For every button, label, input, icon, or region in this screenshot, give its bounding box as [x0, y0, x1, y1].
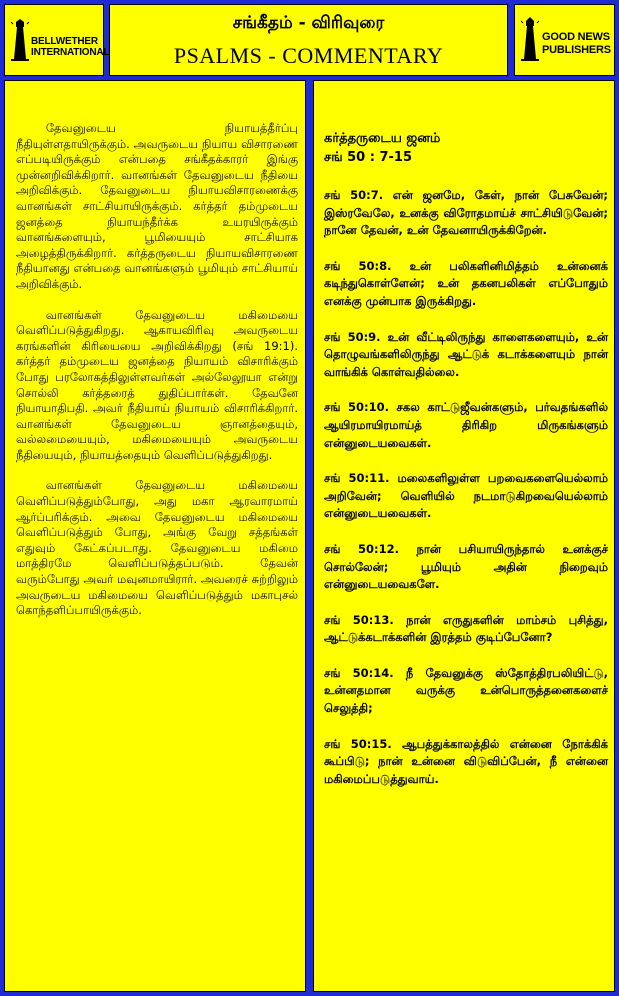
- page-title-english: PSALMS - COMMENTARY: [173, 43, 444, 68]
- good-news-logo: [521, 17, 611, 61]
- lighthouse-icon: [11, 19, 29, 61]
- verse-item: சங் 50:9. உன் வீட்டிலிருந்து காளைகளையும், உன் தொழுவங்களிலிருந்து ஆட்டுக் கடாக்களையும் நான் வாங்கிக் கொள்வதில்லை.: [324, 329, 608, 379]
- verse-item: சங் 50:10. சகல காட்டுஜீவன்களும், பர்வதங்களில் ஆயிரமாயிரமாய்த் திரிகிற மிருகங்களும் என்னுடையவைகள்.: [324, 400, 608, 450]
- commentary-text: [16, 121, 298, 634]
- verse-item: சங் 50:12. நான் பசியாயிருந்தால் உனக்குச் சொல்லேன்; பூமியும் அதின் நிறைவும் என்னுடையவைகளே.: [324, 541, 608, 592]
- commentary-column: [4, 80, 306, 992]
- logo-left-line1: BELLWETHER: [31, 36, 98, 47]
- logo-right-line1: GOOD NEWS: [542, 31, 610, 43]
- scripture-heading-block: [324, 129, 608, 167]
- verse-item: சங் 50:7. என் ஜனமே, கேள், நான் பேசுவேன்; இஸ்ரவேலே, உனக்கு விரோதமாய்ச் சாட்சியிடுவேன்; நானே தேவன், உன் தேவனாயிருக்கிறேன்.: [324, 188, 608, 238]
- page-title-tamil: சங்கீதம் - விரிவுரை: [232, 13, 385, 33]
- title-panel: [109, 4, 508, 76]
- commentary-paragraph: வானங்கள் தேவனுடைய மகிமையை வெளிப்படுத்தும்போது, அது மகா ஆரவாரமாய் ஆர்ப்பரிக்கும். அவை தேவனுடைய மகிமையை வெளிப்படுத்தும் போது, அங்கு வேறு சத்தங்கள் எதுவும் கேட்கப்படாது. தேவனுடைய மகிமை மாத்திரமே வெளிப்படுத்தப்படும். தேவன் வரும்போது அவர் மவுனமாயிரார். அவரைச் சுற்றிலும் அவருடைய மகிமையை வெளிப்படுத்தும் மகாபுசல் கொந்தளிப்பாயிருக்கும்.: [16, 478, 298, 618]
- bellwether-logo: [11, 19, 109, 61]
- logo-left-line2: INTERNATIONAL: [31, 47, 110, 58]
- logo-right-line2: PUBLISHERS: [542, 44, 611, 56]
- logo-left-panel: [4, 4, 110, 76]
- verse-item: சங் 50:15. ஆபத்துக்காலத்தில் என்னை நோக்கிக் கூப்பிடு; நான் உன்னை விடுவிப்பேன், நீ என்னை மகிமைப்படுத்துவாய்.: [324, 736, 608, 786]
- scripture-reference: சங் 50 : 7-15: [324, 150, 412, 165]
- verse-item: சங் 50:8. உன் பலிகளினிமித்தம் உன்னைக் கடிந்துகொள்ளேன்; உன் தகனபலிகள் எப்போதும் எனக்கு முன்பாக இருக்கிறது.: [324, 258, 608, 308]
- scripture-heading: கர்த்தருடைய ஜனம்: [324, 131, 441, 146]
- logo-right-panel: [514, 4, 615, 76]
- verse-item: சங் 50:14. நீ தேவனுக்கு ஸ்தோத்திரபலியிட்டு, உன்னதமான வருக்கு உன்பொருத்தனைகளைச் செலுத்தி;: [324, 665, 608, 716]
- commentary-paragraph: தேவனுடைய நியாயத்தீர்ப்பு நீதியுள்ளதாயிருக்கும். அவருடைய நியாய விசாரணை எப்படியிருக்கும் என்பதை சங்கீதக்காரர் இங்கு முன்னறிவிக்கிறார். வானங்கள் தேவனுடைய நீதியை அறிவிக்கும். தேவனுடைய நியாயவிசாரணைக்கு வானங்கள் சாட்சியாயிருக்கும். கர்த்தர் தம்முடைய ஜனத்தை நியாயந்தீர்க்க உயரயிருக்கும் வானங்களையும், பூமியையும் சாட்சியாக அழைத்திருக்கிறார். கர்த்தருடைய நியாயவிசாரணை நீதியானது என்பதை வானங்களும் பூமியும் சாட்சியாய் அறிவிக்கும்.: [16, 121, 298, 291]
- scripture-text: [324, 129, 608, 806]
- verse-item: சங் 50:11. மலைகளிலுள்ள பறவைகளையெல்லாம் அறிவேன்; வெளியில் நடமாடுகிறவையெல்லாம் என்னுடையவைகள்.: [324, 471, 608, 521]
- commentary-paragraph: வானங்கள் தேவனுடைய மகிமையை வெளிப்படுத்துகிறது. ஆகாயவிரிவு அவருடைய கரங்களின் கிரியையை அறிவிக்கிறது (சங் 19:1). கர்த்தர் தம்முடைய ஜனத்தை நியாயம் விசாரிக்கும் போது பரலோகத்திலுள்ளவர்கள் அல்லேலூயா என்று சொல்லி கர்த்தரைத் துதிப்பார்கள். தேவனே நியாயாதிபதி. அவர் நீதியாய் நியாயம் விசாரிக்கிறார். வானங்கள் தேவனுடைய ஞானத்தையும், வல்லமையையும், மகிமையையும் அவருடைய நீதியையும், நியாயத்தையும் வெளிப்படுத்துகிறது.: [16, 307, 298, 462]
- lighthouse-icon: [521, 17, 539, 61]
- verse-item: சங் 50:13. நான் எருதுகளின் மாம்சம் புசித்து, ஆட்டுக்கடாக்களின் இரத்தம் குடிப்பேனோ?: [324, 612, 608, 645]
- scripture-column: [313, 80, 615, 992]
